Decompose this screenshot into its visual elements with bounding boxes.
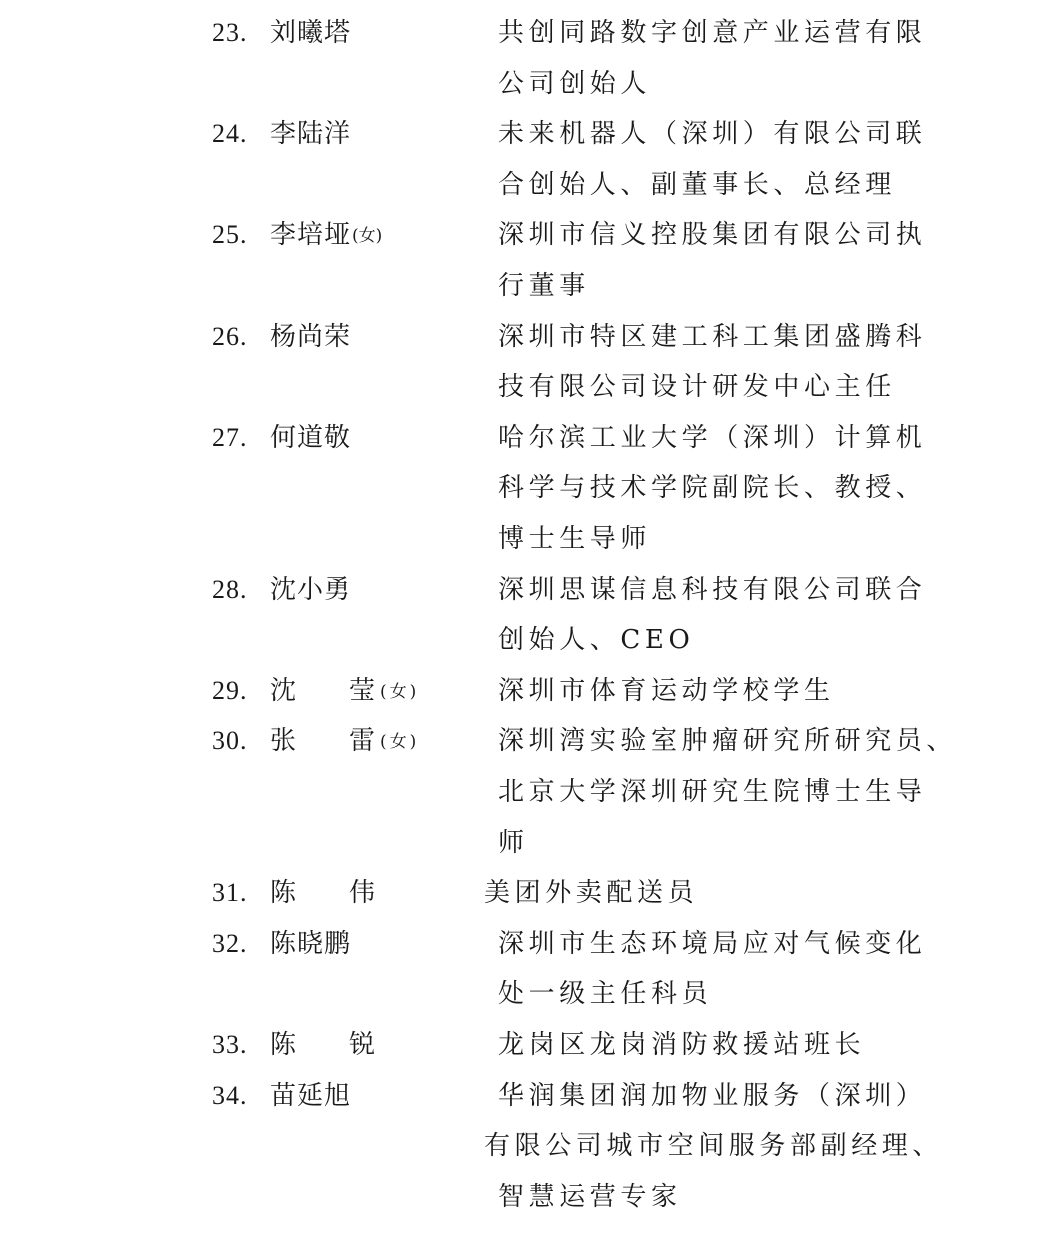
entry-number: 34. [212, 1080, 248, 1110]
entry-title-line: 公司创始人 [498, 68, 652, 99]
list-entry [0, 8, 1058, 109]
entry-title-line: 有限公司城市空间服务部副经理、 [484, 1131, 944, 1162]
entry-title-line: 行董事 [498, 270, 590, 301]
entry-name [270, 109, 351, 160]
entry-name-part: 李陆洋 [270, 119, 352, 150]
list-entry [0, 1071, 1058, 1223]
entry-name-part: 李培垭 [270, 220, 352, 251]
entry-name [270, 666, 419, 718]
entry-name-part: 苗延旭 [270, 1080, 352, 1111]
list-entry [0, 109, 1058, 210]
entry-title [498, 1020, 938, 1071]
entry-title-line: 哈尔滨工业大学（深圳）计算机 [498, 422, 927, 453]
entry-number: 32. [212, 928, 248, 958]
entry-title [498, 565, 938, 666]
entry-number: 33. [212, 1030, 248, 1059]
entry-name-part: 锐 [349, 1030, 377, 1060]
entry-name-part: 陈 [270, 878, 298, 909]
entry-title [498, 919, 938, 1020]
list-entry [0, 666, 1058, 717]
list-entry [0, 868, 1058, 919]
gender-note: (女) [352, 226, 383, 247]
entry-title-line: 未来机器人（深圳）有限公司联 [498, 119, 927, 150]
entry-title-line: 深圳思谋信息科技有限公司联合 [498, 574, 927, 605]
entry-number: 30. [212, 726, 248, 756]
entry-name [270, 716, 419, 768]
list-entry [0, 565, 1058, 666]
gender-note: (女) [380, 732, 420, 753]
entry-title-line: 深圳市生态环境局应对气候变化 [498, 928, 927, 959]
entry-title [484, 868, 938, 919]
entry-name-part: 陈 [270, 1030, 298, 1060]
entry-name [270, 210, 382, 262]
entry-title-line: 创始人、CEO [498, 625, 695, 656]
entry-number: 24. [212, 119, 248, 149]
entry-title-line: 美团外卖配送员 [484, 878, 699, 909]
entry-name [270, 1071, 351, 1122]
list-entry [0, 716, 1058, 868]
entry-title-line: 华润集团润加物业服务（深圳） [498, 1080, 927, 1111]
entry-name [270, 312, 351, 363]
entry-number: 28. [212, 574, 248, 604]
entry-title-line: 博士生导师 [498, 523, 652, 554]
list-entry [0, 312, 1058, 413]
entry-number: 23. [212, 18, 248, 47]
entry-name [270, 868, 376, 919]
entry-title-line: 深圳市体育运动学校学生 [498, 675, 835, 706]
entry-number: 31. [212, 878, 248, 908]
list-entry [0, 919, 1058, 1020]
entry-name-part: 莹 [349, 675, 377, 706]
entry-title-line: 北京大学深圳研究生院博士生导 [498, 776, 927, 807]
entry-title [498, 666, 938, 717]
entry-name-part: 刘曦塔 [270, 18, 352, 48]
list-entry [0, 413, 1058, 565]
entry-title-line: 共创同路数字创意产业运营有限 [498, 18, 927, 48]
list-entry [0, 1020, 1058, 1071]
entry-title-line: 深圳湾实验室肿瘤研究所研究员、 [498, 726, 958, 757]
entry-title [484, 1071, 944, 1223]
list-entry [0, 210, 1058, 311]
entry-number: 26. [212, 321, 248, 351]
entry-number: 27. [212, 422, 248, 452]
entry-name-part: 伟 [349, 878, 377, 909]
entry-name [270, 919, 351, 970]
gender-note: (女) [380, 681, 420, 702]
entry-number: 25. [212, 220, 248, 250]
entry-name-part: 杨尚荣 [270, 321, 352, 352]
entry-title-line: 深圳市特区建工科工集团盛腾科 [498, 321, 927, 352]
entry-title [498, 8, 938, 109]
entry-name [270, 8, 351, 59]
entry-name [270, 565, 351, 616]
entry-title [498, 312, 938, 413]
entry-title-line: 处一级主任科员 [498, 979, 713, 1010]
entry-title [498, 210, 938, 311]
entry-title [498, 109, 938, 210]
entry-title-line: 科学与技术学院副院长、教授、 [498, 473, 927, 504]
entry-name-part: 陈晓鹏 [270, 928, 352, 959]
entry-name [270, 413, 351, 464]
entry-title-line: 师 [498, 827, 529, 858]
entry-title-line: 合创始人、副董事长、总经理 [498, 169, 896, 200]
entry-name-part: 张 [270, 726, 298, 757]
entry-title [498, 413, 938, 565]
entry-name-part: 沈 [270, 675, 298, 706]
entry-title-line: 技有限公司设计研发中心主任 [498, 372, 896, 403]
entry-title-line: 深圳市信义控股集团有限公司执 [498, 220, 927, 251]
entry-title-line: 智慧运营专家 [498, 1181, 682, 1212]
entry-name-part: 何道敬 [270, 422, 352, 453]
entry-title-line: 龙岗区龙岗消防救援站班长 [498, 1030, 866, 1060]
entry-name-part: 雷 [349, 726, 377, 757]
entry-number: 29. [212, 675, 248, 705]
entry-title [498, 716, 958, 868]
entry-name-part: 沈小勇 [270, 574, 352, 605]
entry-name [270, 1020, 376, 1071]
